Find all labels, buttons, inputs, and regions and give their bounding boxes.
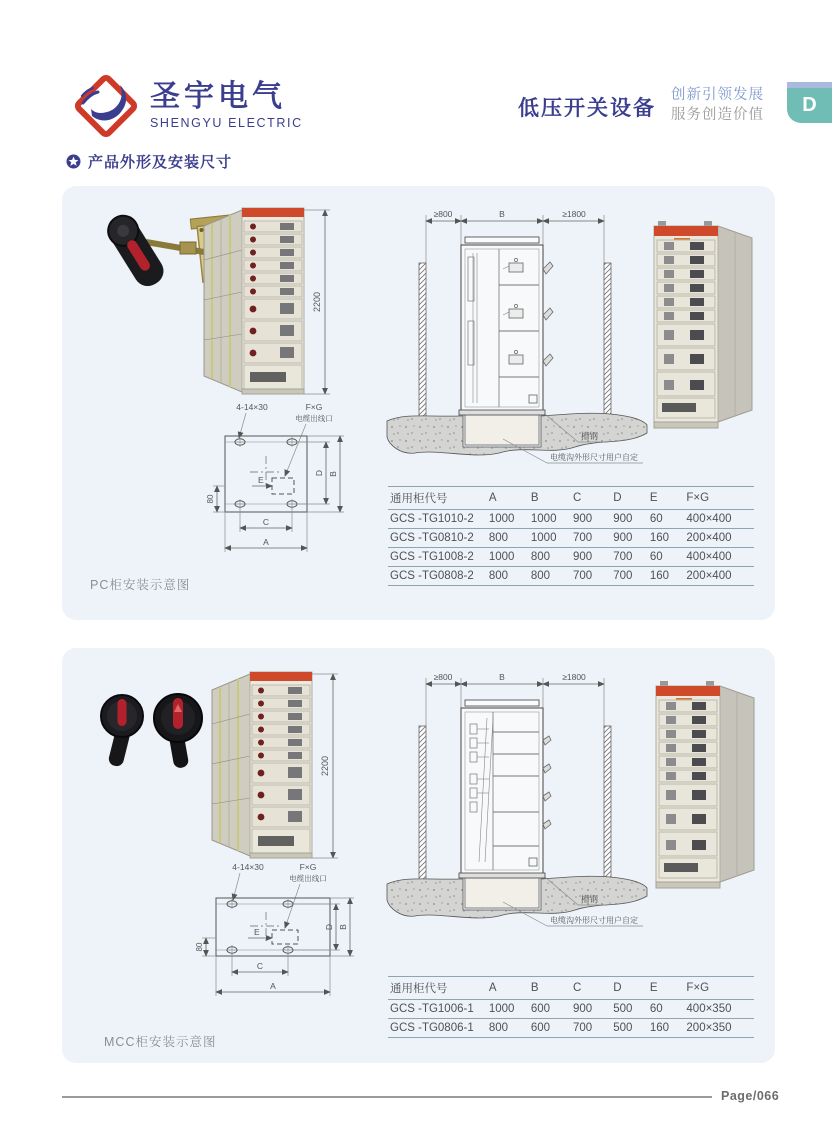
- table-cell: 200×400: [684, 567, 754, 586]
- table-cell: 400×350: [684, 1000, 754, 1019]
- dim-label-e: E: [258, 475, 264, 485]
- table-cell: GCS -TG0810-2: [388, 529, 487, 548]
- mcc-spec-table-wrap: [388, 976, 754, 1038]
- dim-label-80: 80: [206, 494, 215, 504]
- dim-label-a: A: [263, 537, 269, 547]
- table-cell: 1000: [487, 510, 529, 529]
- table-row: [388, 510, 754, 529]
- table-cell: 900: [611, 529, 648, 548]
- table-header-cell: C: [571, 977, 611, 1000]
- table-cell: GCS -TG1008-2: [388, 548, 487, 567]
- mcc-cabinet-photo-right: [650, 674, 762, 894]
- table-header-cell: C: [571, 487, 611, 510]
- table-row: [388, 1019, 754, 1038]
- rotary-handles-photo: [94, 688, 206, 778]
- mcc-base-plan-drawing: [188, 858, 358, 1018]
- table-cell: 60: [648, 510, 685, 529]
- table-cell: 700: [611, 567, 648, 586]
- pc-installation-section-drawing: [375, 199, 657, 485]
- dim-label-right-clearance: ≥1800: [562, 672, 586, 682]
- footer-rule: [62, 1096, 712, 1098]
- pc-base-plan-drawing: [200, 398, 350, 573]
- pc-spec-table: [388, 486, 754, 586]
- tab-letter: D: [787, 88, 832, 123]
- table-cell: 500: [611, 1000, 648, 1019]
- company-name-en: SHENGYU ELECTRIC: [150, 116, 303, 130]
- table-row: [388, 1000, 754, 1019]
- table-header-cell: A: [487, 977, 529, 1000]
- label-channel-steel: 槽钢: [581, 431, 599, 441]
- page-number: Page/066: [721, 1089, 780, 1103]
- dim-label-a: A: [270, 981, 276, 991]
- table-cell: 1000: [529, 529, 571, 548]
- table-cell: 800: [529, 548, 571, 567]
- dim-label-cabinet-height: 2200: [320, 755, 330, 777]
- dim-label-bolt-holes: 4-14×30: [236, 402, 268, 412]
- table-cell: 500: [611, 1019, 648, 1038]
- dim-label-outlet-size: F×G: [305, 402, 323, 412]
- table-row: [388, 567, 754, 586]
- company-slogans: [671, 85, 764, 125]
- section-bullet-icon: [66, 154, 81, 169]
- dim-label-d: D: [324, 923, 334, 931]
- dim-label-left-clearance: ≥800: [433, 672, 453, 682]
- label-trench-note: 电缆沟外形尺寸用户自定: [550, 453, 638, 462]
- mcc-cabinet-panel: [62, 648, 775, 1063]
- table-cell: 60: [648, 1000, 685, 1019]
- mcc-cabinet-photo: [204, 664, 350, 864]
- table-cell: 160: [648, 567, 685, 586]
- table-cell: 800: [487, 529, 529, 548]
- table-header-cell: B: [529, 487, 571, 510]
- slogan-line-2: 服务创造价值: [671, 107, 764, 123]
- pc-cabinet-photo-right: [648, 214, 760, 434]
- table-header-cell: F×G: [684, 487, 754, 510]
- dim-label-80: 80: [195, 942, 204, 952]
- dim-label-c: C: [256, 961, 264, 971]
- pc-cabinet-photo: [196, 200, 342, 400]
- table-cell: 400×400: [684, 510, 754, 529]
- dim-label-left-clearance: ≥800: [433, 209, 453, 219]
- table-cell: 600: [529, 1019, 571, 1038]
- dim-label-bolt-holes: 4-14×30: [232, 862, 264, 872]
- table-cell: 1000: [529, 510, 571, 529]
- table-cell: GCS -TG1010-2: [388, 510, 487, 529]
- label-cable-outlet: 电缆出线口: [289, 874, 327, 883]
- table-cell: 700: [611, 548, 648, 567]
- table-header-cell: B: [529, 977, 571, 1000]
- company-name-cn: 圣宇电气: [150, 80, 286, 113]
- dim-label-outlet-size: F×G: [299, 862, 317, 872]
- table-cell: 160: [648, 529, 685, 548]
- table-header-cell: D: [611, 977, 648, 1000]
- table-cell: 1000: [487, 1000, 529, 1019]
- table-header-row: [388, 977, 754, 1000]
- section-index-tab: [787, 82, 832, 123]
- table-header-cell: E: [648, 977, 685, 1000]
- label-cable-outlet: 电缆出线口: [295, 414, 333, 423]
- table-cell: 200×400: [684, 529, 754, 548]
- dim-label-e: E: [254, 927, 260, 937]
- table-cell: 800: [487, 1019, 529, 1038]
- table-cell: 1000: [487, 548, 529, 567]
- table-cell: 700: [571, 529, 611, 548]
- table-header-cell: D: [611, 487, 648, 510]
- dim-label-width-b: B: [499, 672, 505, 682]
- label-channel-steel: 槽钢: [581, 894, 599, 904]
- mcc-installation-section-drawing: [375, 662, 657, 948]
- table-cell: 160: [648, 1019, 685, 1038]
- dim-label-width-b: B: [499, 209, 505, 219]
- table-header-cell: A: [487, 487, 529, 510]
- section-title: [66, 151, 232, 172]
- dim-label-cabinet-height: 2200: [312, 291, 322, 313]
- table-cell: 800: [487, 567, 529, 586]
- dim-label-c: C: [262, 517, 270, 527]
- table-cell: 900: [571, 510, 611, 529]
- table-header-cell: 通用柜代号: [388, 977, 487, 1000]
- table-header-cell: F×G: [684, 977, 754, 1000]
- table-cell: 900: [571, 548, 611, 567]
- table-header-row: [388, 487, 754, 510]
- mcc-spec-table: [388, 976, 754, 1038]
- product-line-title: 低压开关设备: [518, 97, 656, 120]
- table-cell: 600: [529, 1000, 571, 1019]
- table-header-cell: E: [648, 487, 685, 510]
- pc-spec-table-wrap: [388, 486, 754, 586]
- company-logo-icon: [70, 70, 142, 142]
- dim-label-right-clearance: ≥1800: [562, 209, 586, 219]
- pc-cabinet-panel: [62, 186, 775, 620]
- table-cell: 200×350: [684, 1019, 754, 1038]
- table-cell: GCS -TG0808-2: [388, 567, 487, 586]
- dim-label-b: B: [328, 471, 338, 477]
- section-title-text: 产品外形及安装尺寸: [88, 154, 233, 171]
- table-cell: 900: [611, 510, 648, 529]
- table-cell: 400×400: [684, 548, 754, 567]
- table-row: [388, 548, 754, 567]
- table-row: [388, 529, 754, 548]
- dim-label-d: D: [314, 469, 324, 477]
- table-cell: 60: [648, 548, 685, 567]
- label-trench-note: 电缆沟外形尺寸用户自定: [550, 916, 638, 925]
- slogan-line-1: 创新引领发展: [671, 87, 764, 103]
- table-cell: 900: [571, 1000, 611, 1019]
- pc-caption: PC柜安装示意图: [90, 578, 191, 592]
- table-header-cell: 通用柜代号: [388, 487, 487, 510]
- dim-label-b: B: [338, 924, 348, 930]
- table-cell: GCS -TG1006-1: [388, 1000, 487, 1019]
- company-logo: [150, 80, 303, 130]
- mcc-caption: MCC柜安装示意图: [104, 1035, 217, 1049]
- table-cell: 700: [571, 567, 611, 586]
- table-cell: 700: [571, 1019, 611, 1038]
- table-cell: GCS -TG0806-1: [388, 1019, 487, 1038]
- table-cell: 800: [529, 567, 571, 586]
